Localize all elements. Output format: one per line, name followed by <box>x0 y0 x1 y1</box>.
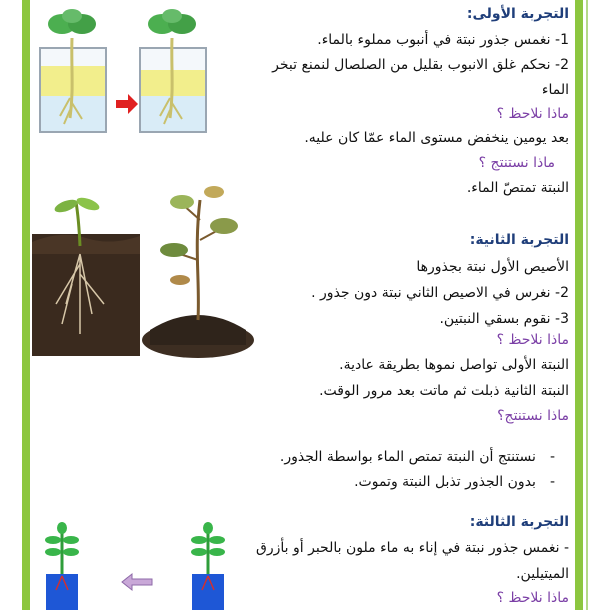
arrow-right-icon <box>116 94 138 114</box>
page-frame-left <box>22 0 30 610</box>
experiment2-observe-question: ماذا نلاحظ ؟ <box>496 332 569 348</box>
experiment2-observation-1: النبتة الأولى تواصل نموها بطريقة عادية. <box>339 357 569 373</box>
potted-plant-right <box>191 522 225 610</box>
tube-before <box>40 9 106 132</box>
experiment2-step-2: 2- نغرس في الاصيص الثاني نبتة دون جذور . <box>311 285 569 301</box>
experiment3-heading: التجربة الثالثة: <box>469 514 569 530</box>
experiment1-observation: بعد يومين ينخفض مستوى الماء عمّا كان عليه. <box>304 130 569 146</box>
experiment1-conclude-question: ماذا نستنتج ؟ <box>478 155 555 171</box>
wilted-plant-photo <box>140 180 255 358</box>
experiment2-conclusion-1 <box>280 447 555 467</box>
tube-after <box>140 9 206 132</box>
experiment1-step-1: 1- نغمس جذور نبتة في أنبوب مملوء بالماء. <box>317 32 569 48</box>
experiment2-heading: التجربة الثانية: <box>469 232 569 248</box>
experiment1-step-2: 2- نحكم غلق الانبوب بقليل من الصلصال لنمنع تبخر <box>272 57 569 73</box>
page-frame-right-inner <box>586 0 588 610</box>
experiment3-step-1: - نغمس جذور نبتة في إناء به ماء ملون بالحبر أو بأزرق <box>256 540 569 556</box>
conclusion-text: بدون الجذور تذبل النبتة وتموت. <box>354 474 536 490</box>
conclusion-text: نستنتج أن النبتة تمتص الماء بواسطة الجذور. <box>279 449 536 465</box>
bullet-dash: - <box>549 474 555 490</box>
experiment2-conclude-question: ماذا نستنتج؟ <box>497 408 569 424</box>
experiment1-heading: التجربة الأولى: <box>466 6 569 22</box>
dyed-water-plants-illustration <box>32 516 242 610</box>
experiment3-step-1-cont: الميتيلين. <box>516 566 569 582</box>
experiment2-observation-2: النبتة الثانية ذبلت ثم ماتت بعد مرور الوقت. <box>319 383 569 399</box>
experiment1-observe-question: ماذا نلاحظ ؟ <box>496 106 569 122</box>
page-frame-right <box>575 0 583 610</box>
experiment2-conclusion-2 <box>354 472 555 492</box>
experiment2-step-3: 3- نقوم بسقي النبتين. <box>439 311 569 327</box>
experiment3-observe-question: ماذا نلاحظ ؟ <box>496 590 569 606</box>
plant-with-roots-photo <box>32 194 140 356</box>
experiment1-step-2-cont: الماء <box>541 82 569 98</box>
bullet-dash: - <box>549 449 555 465</box>
potted-plant-left <box>45 522 79 610</box>
experiment2-step-1: الأصيص الأول نبتة بجذورها <box>416 259 569 275</box>
experiment1-conclusion: النبتة تمتصّ الماء. <box>466 180 569 196</box>
tube-experiment-illustration <box>32 8 214 138</box>
arrow-left-icon <box>122 574 152 590</box>
